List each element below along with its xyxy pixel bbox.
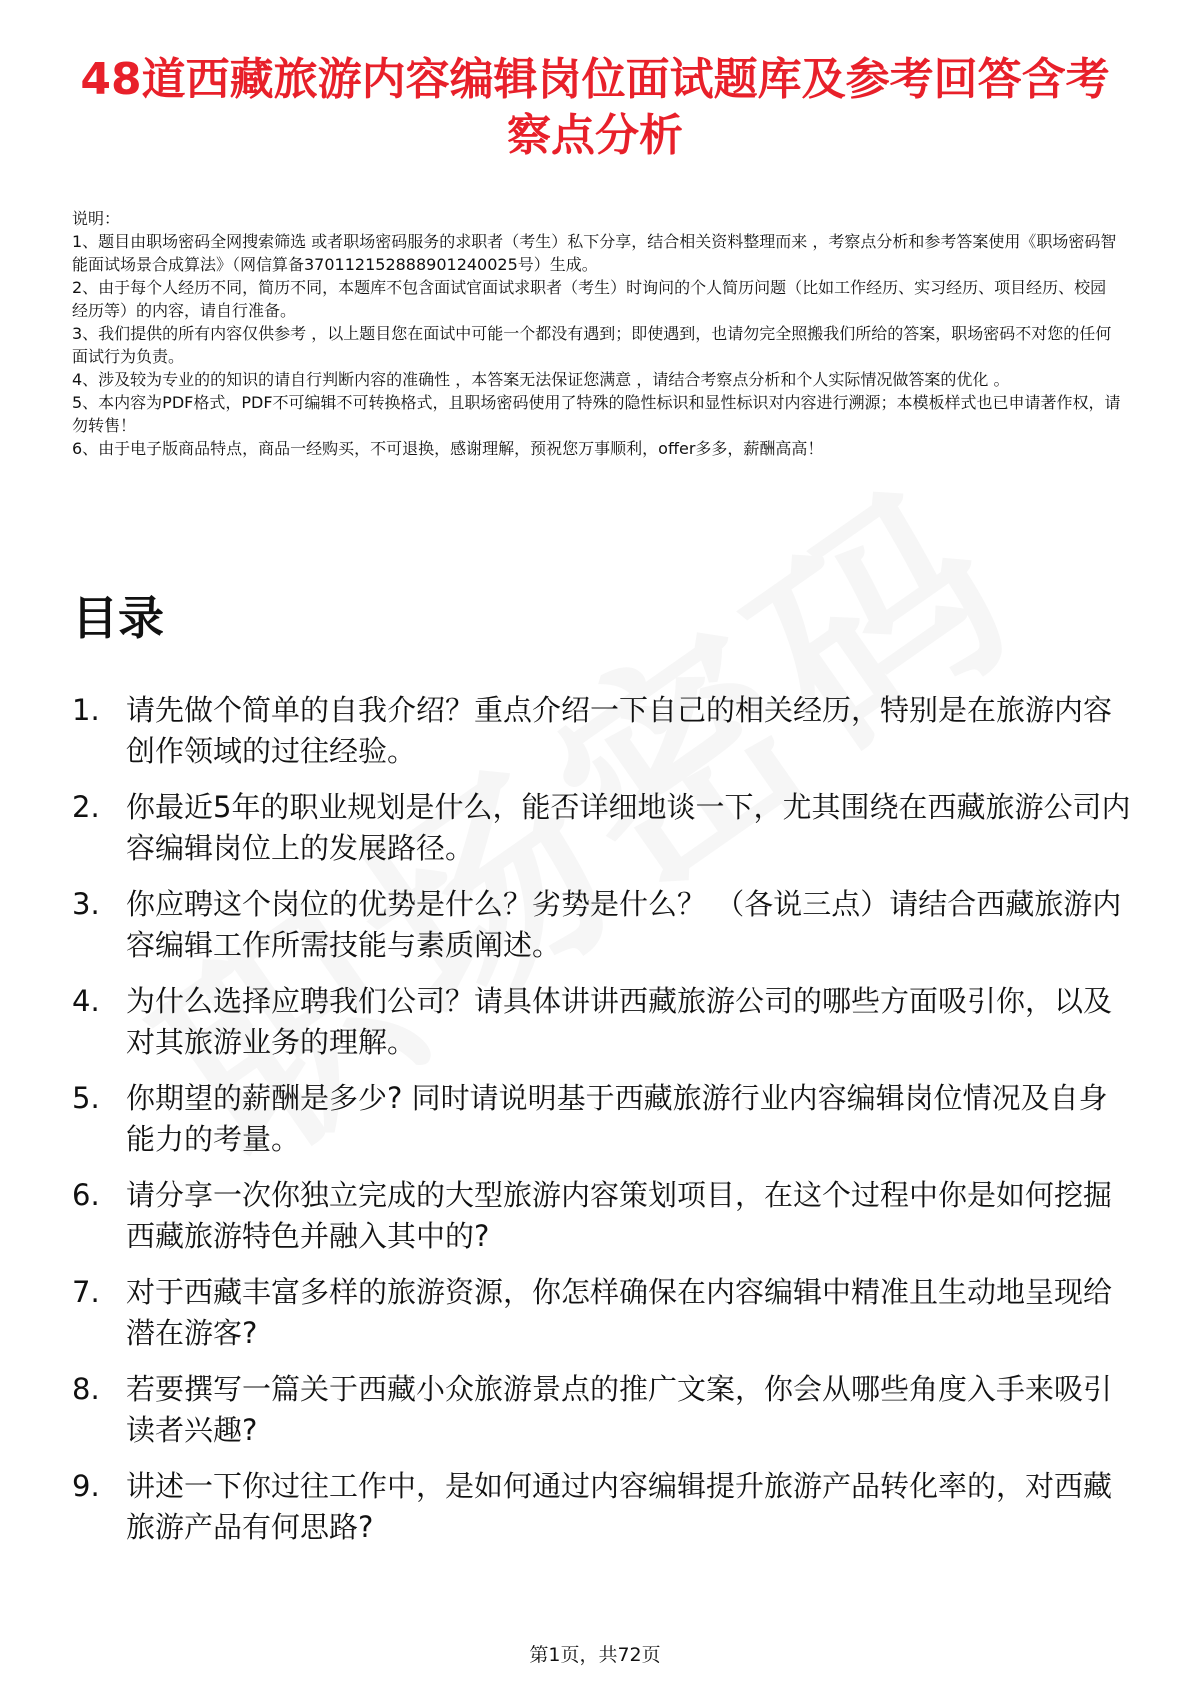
toc-item-text: 你应聘这个岗位的优势是什么？劣势是什么？ （各说三点）请结合西藏旅游内容编辑工作所需技能与素质阐述。	[126, 887, 1122, 962]
document-title: 48道西藏旅游内容编辑岗位面试题库及参考回答含考察点分析	[80, 54, 1110, 161]
toc-item-number: 4.	[72, 984, 100, 1018]
toc-item-number: 3.	[72, 887, 100, 921]
toc-item[interactable]	[72, 884, 1132, 966]
toc-item-text: 为什么选择应聘我们公司？请具体讲讲西藏旅游公司的哪些方面吸引你，以及对其旅游业务的理解。	[126, 984, 1113, 1059]
toc-item-text: 请分享一次你独立完成的大型旅游内容策划项目，在这个过程中你是如何挖掘西藏旅游特色并融入其中的?	[126, 1178, 1113, 1253]
toc-item-number: 6.	[72, 1178, 100, 1212]
toc-item-number: 7.	[72, 1275, 100, 1309]
toc-item[interactable]	[72, 1466, 1132, 1548]
toc-item[interactable]	[72, 1175, 1132, 1257]
toc-heading: 目录	[72, 591, 164, 645]
toc-item-text: 你最近5年的职业规划是什么，能否详细地谈一下，尤其围绕在西藏旅游公司内容编辑岗位上的发展路径。	[126, 790, 1131, 865]
toc-item[interactable]	[72, 690, 1132, 772]
toc-list	[72, 690, 1132, 1563]
note-item: 6、由于电子版商品特点，商品一经购买，不可退换，感谢理解，预祝您万事顺利，offer多多，薪酬高高！	[72, 439, 824, 458]
page-footer: 第1页，共72页	[529, 1644, 661, 1666]
notes-section	[72, 207, 1122, 460]
toc-item-text: 讲述一下你过往工作中，是如何通过内容编辑提升旅游产品转化率的，对西藏旅游产品有何思路?	[126, 1469, 1113, 1544]
toc-item-number: 1.	[72, 693, 100, 727]
note-item: 3、我们提供的所有内容仅供参考 ，以上题目您在面试中可能一个都没有遇到；即使遇到，也请勿完全照搬我们所给的答案，职场密码不对您的任何面试行为负责。	[72, 324, 1112, 366]
toc-item-text: 你期望的薪酬是多少? 同时请说明基于西藏旅游行业内容编辑岗位情况及自身能力的考量。	[126, 1081, 1108, 1156]
toc-item[interactable]	[72, 981, 1132, 1063]
toc-item-text: 对于西藏丰富多样的旅游资源，你怎样确保在内容编辑中精准且生动地呈现给潜在游客?	[126, 1275, 1113, 1350]
note-item: 4、涉及较为专业的的知识的请自行判断内容的准确性 ，本答案无法保证您满意 ，请结合考察点分析和个人实际情况做答案的优化 。	[72, 370, 1010, 389]
toc-item[interactable]	[72, 787, 1132, 869]
toc-item-number: 2.	[72, 790, 100, 824]
toc-item-number: 5.	[72, 1081, 100, 1115]
toc-item-text: 若要撰写一篇关于西藏小众旅游景点的推广文案，你会从哪些角度入手来吸引读者兴趣?	[126, 1372, 1113, 1447]
toc-item-number: 8.	[72, 1372, 100, 1406]
note-item: 2、由于每个人经历不同，简历不同，本题库不包含面试官面试求职者（考生）时询问的个人简历问题（比如工作经历、实习经历、项目经历、校园经历等）的内容，请自行准备。	[72, 278, 1107, 320]
note-item: 5、本内容为PDF格式，PDF不可编辑不可转换格式，且职场密码使用了特殊的隐性标识和显性标识对内容进行溯源；本模板样式也已申请著作权，请勿转售！	[72, 393, 1121, 435]
toc-item-text: 请先做个简单的自我介绍？重点介绍一下自己的相关经历，特别是在旅游内容创作领域的过往经验。	[126, 693, 1113, 768]
toc-item[interactable]	[72, 1369, 1132, 1451]
toc-item-number: 9.	[72, 1469, 100, 1503]
note-item: 1、题目由职场密码全网搜索筛选 或者职场密码服务的求职者（考生）私下分享，结合相关资料整理而来 ，考察点分析和参考答案使用《职场密码智能面试场景合成算法》（网信算备370112152888901240025号）生成。	[72, 232, 1117, 274]
toc-item[interactable]	[72, 1078, 1132, 1160]
notes-heading: 说明：	[72, 209, 121, 228]
toc-item[interactable]	[72, 1272, 1132, 1354]
